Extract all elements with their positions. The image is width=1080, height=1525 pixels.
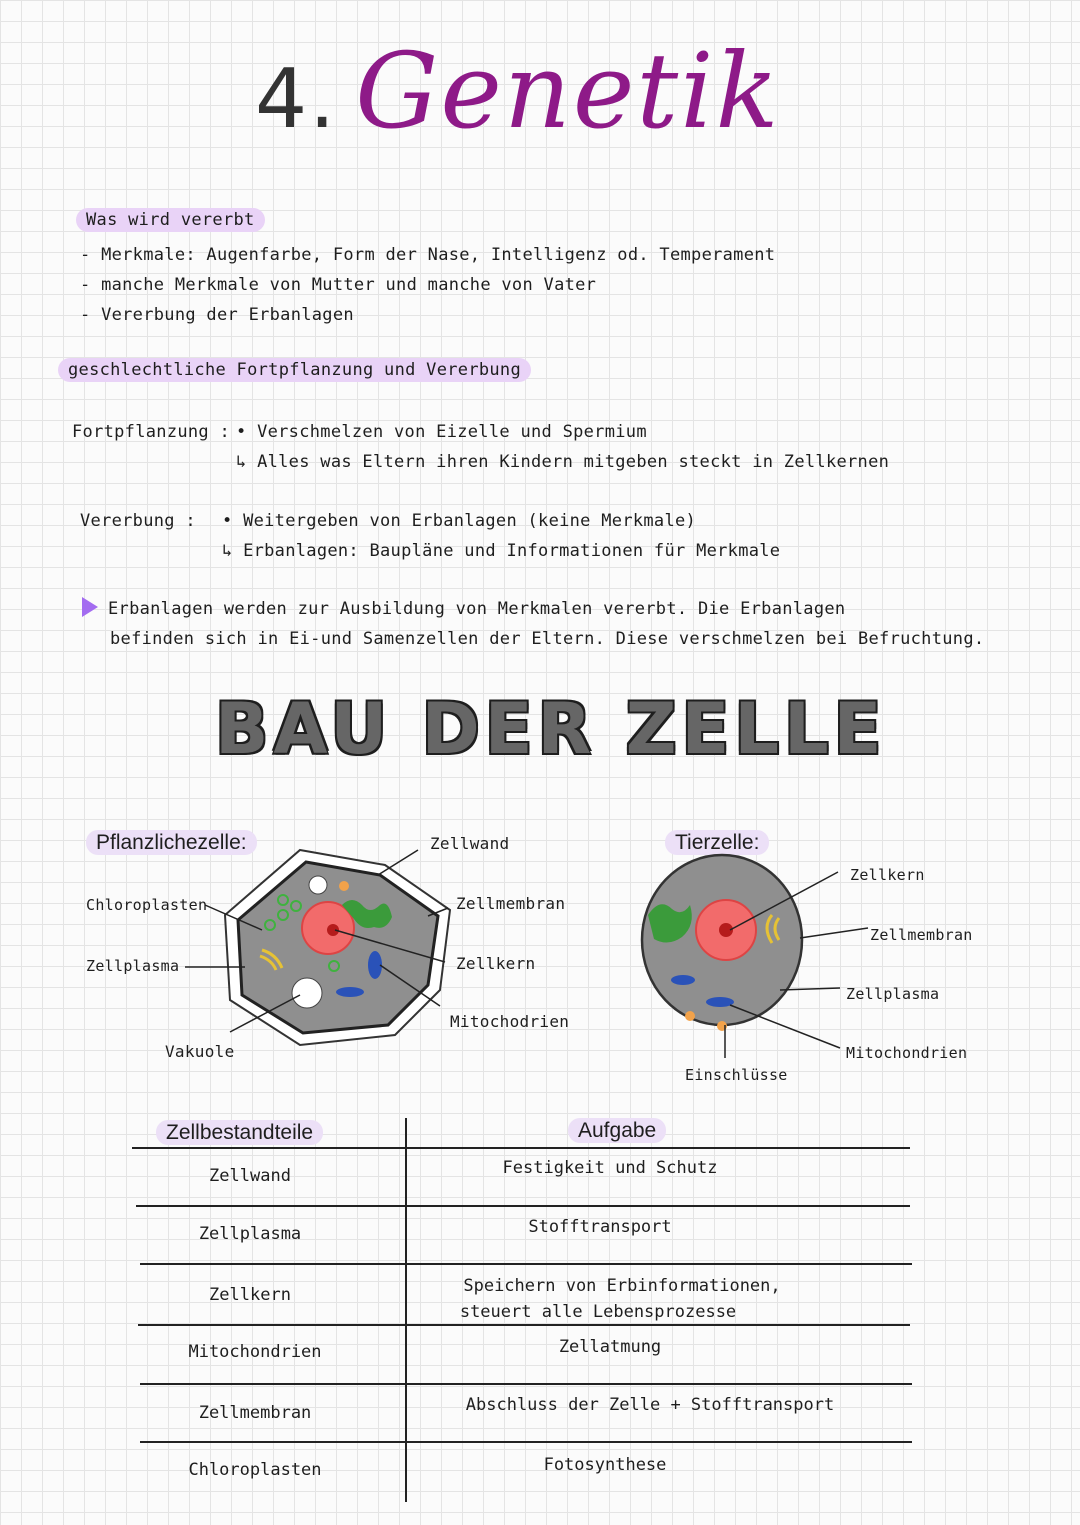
label-zellmembran-plant: Zellmembran <box>456 894 566 913</box>
label-zellwand: Zellwand <box>430 834 510 853</box>
table-cell-task: Festigkeit und Schutz <box>502 1158 718 1178</box>
table-cell-part: Chloroplasten <box>188 1460 322 1480</box>
label-mitochondrien-animal: Mitochondrien <box>846 1044 968 1062</box>
label-zellplasma-animal: Zellplasma <box>846 985 940 1003</box>
list-item: - manche Merkmale von Mutter und manche von Vater <box>80 275 597 295</box>
label-chloroplasten: Chloroplasten <box>86 896 208 914</box>
vererbung-point: • Weitergeben von Erbanlagen (keine Merkmale) <box>222 511 697 531</box>
table-cell-part: Zellplasma <box>198 1224 302 1244</box>
table-cell-part: Zellmembran <box>198 1403 312 1423</box>
fortpflanzung-note: ↳ Alles was Eltern ihren Kindern mitgeben steckt in Zellkernen <box>236 452 890 472</box>
title-number: 4. <box>255 52 338 147</box>
plant-cell-title: Pflanzlichezelle: <box>86 831 257 855</box>
summary-paragraph: Erbanlagen werden zur Ausbildung von Merkmalen vererbt. Die Erbanlagen befinden sich in Ei-und Samenzellen der Eltern. Diese verschmelzen bei Befruchtung. <box>82 594 984 654</box>
list-item: - Vererbung der Erbanlagen <box>80 305 354 325</box>
term-vererbung: Vererbung : <box>80 511 196 531</box>
animal-cell-drawing <box>642 855 868 1058</box>
label-einschluesse: Einschlüsse <box>685 1066 788 1084</box>
table-cell-part: Zellwand <box>209 1166 291 1186</box>
plant-cell-drawing <box>185 850 450 1045</box>
table-cell-task: Abschluss der Zelle + Stofftransport <box>465 1395 835 1415</box>
table-cell-part: Mitochondrien <box>188 1342 322 1362</box>
table-cell-task: Zellatmung <box>558 1337 662 1357</box>
page-title <box>255 30 780 152</box>
animal-cell-title: Tierzelle: <box>665 831 769 855</box>
cell-heading: BAU DER ZELLE <box>215 688 887 770</box>
label-zellkern-plant: Zellkern <box>456 954 536 973</box>
term-fortpflanzung: Fortpflanzung : <box>72 422 231 442</box>
list-item: - Merkmale: Augenfarbe, Form der Nase, Intelligenz od. Temperament <box>80 245 776 265</box>
vererbung-note: ↳ Erbanlagen: Baupläne und Informationen für Merkmale <box>222 541 781 561</box>
title-word: Genetik <box>355 30 781 152</box>
table-cell-task: Speichern von Erbinformationen, <box>463 1276 781 1296</box>
inheritance-list <box>80 240 775 330</box>
label-mitochondrien-plant: Mitochodrien <box>450 1012 570 1031</box>
fortpflanzung-point: • Verschmelzen von Eizelle und Spermium <box>236 422 647 442</box>
label-zellmembran-animal: Zellmembran <box>870 926 973 944</box>
label-zellkern-animal: Zellkern <box>850 866 925 884</box>
section-heading-vererbt: Was wird vererbt <box>76 210 265 230</box>
table-cell-part: Zellkern <box>209 1285 291 1305</box>
label-vakuole: Vakuole <box>165 1042 235 1061</box>
table-header-task: Aufgabe <box>568 1119 666 1143</box>
table-cell-task-line2: steuert alle Lebensprozesse <box>459 1302 737 1322</box>
arrow-right-icon <box>82 597 98 617</box>
table-header-parts: Zellbestandteile <box>156 1121 323 1145</box>
table-cell-task: Fotosynthese <box>543 1455 667 1475</box>
section-heading-fortpflanzung: geschlechtliche Fortpflanzung und Vererbung <box>58 360 531 380</box>
label-zellplasma-plant: Zellplasma <box>86 957 180 975</box>
table-cell-task: Stofftransport <box>528 1217 672 1237</box>
